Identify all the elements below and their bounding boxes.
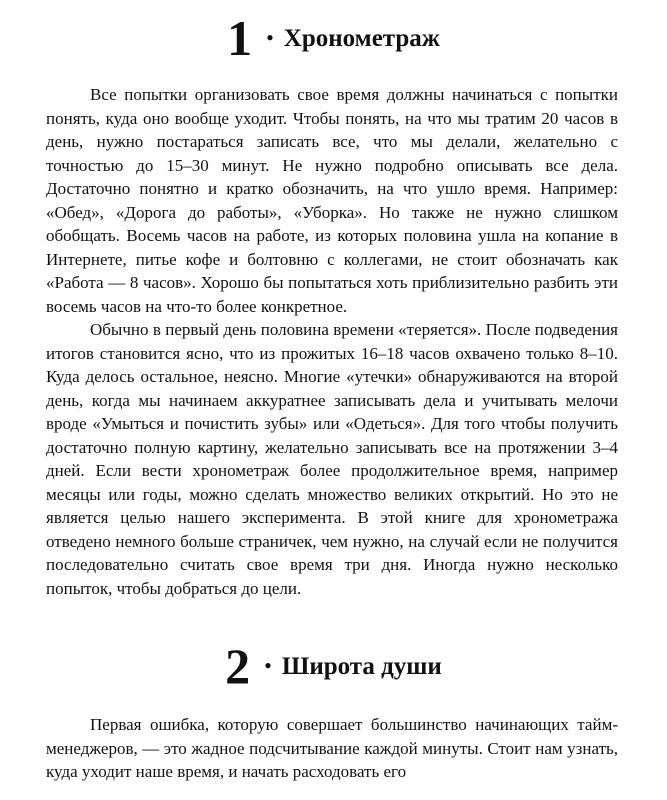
- paragraph: Обычно в первый день половина времени «теряется». После подведения итогов становится ясно, что из прожитых 16–18 часов охвачено только 8–10. Куда делось остальное, неясно. Многие «утечки» обнаруживаются на второй день, когда мы начинаем аккуратнее записывать дела и учитывать мелочи вроде «Умыться и почистить зубы» или «Одеться». Для того чтобы получить достаточно полную картину, желательно записывать все на протяжении 3–4 дней. Если вести хронометраж более продолжительное время, например месяцы или годы, можно сделать множество великих открытий. Но это не является целью нашего эксперимента. В этой книге для хронометража отведено немного больше страничек, чем нужно, на случай если не получится последовательно считать свое время три дня. Иногда нужно несколько попыток, чтобы добраться до цели.: [46, 320, 618, 598]
- bullet-icon: •: [266, 25, 274, 50]
- section-title: Широта души: [281, 652, 442, 680]
- bullet-icon: •: [264, 653, 272, 678]
- section-number: 2: [225, 638, 251, 694]
- paragraph: Первая ошибка, которую совершает большинство начинающих тайм-менеджеров, — это жадное подсчитывание каждой минуты. Стоит нам узнать, куда уходит наше время, и начать расходовать его: [46, 715, 618, 781]
- paragraph: Все попытки организовать свое время должны начинаться с попытки понять, куда оно вообще уходит. Чтобы понять, на что мы тратим 20 часов в день, нужно постараться записать все, что мы делали, желательно с точностью до 15–30 минут. Не нужно подробно описывать все дела. Достаточно понятно и кратко обозначить, на что ушло время. Например: «Обед», «Дорога до работы», «Уборка». Но также не нужно слишком обобщать. Восемь часов на работе, из которых половина ушла на копание в Интернете, питье кофе и болтовню с коллегами, не стоит обозначать как «Работа — 8 часов». Хорошо бы попытаться хоть приблизительно разбить эти восемь часов на что-то более конкретное.: [46, 85, 618, 316]
- section-number: 1: [227, 10, 253, 66]
- section-title: Хронометраж: [283, 24, 440, 52]
- section-heading-1: [0, 8, 667, 68]
- section-heading-2: [0, 636, 667, 696]
